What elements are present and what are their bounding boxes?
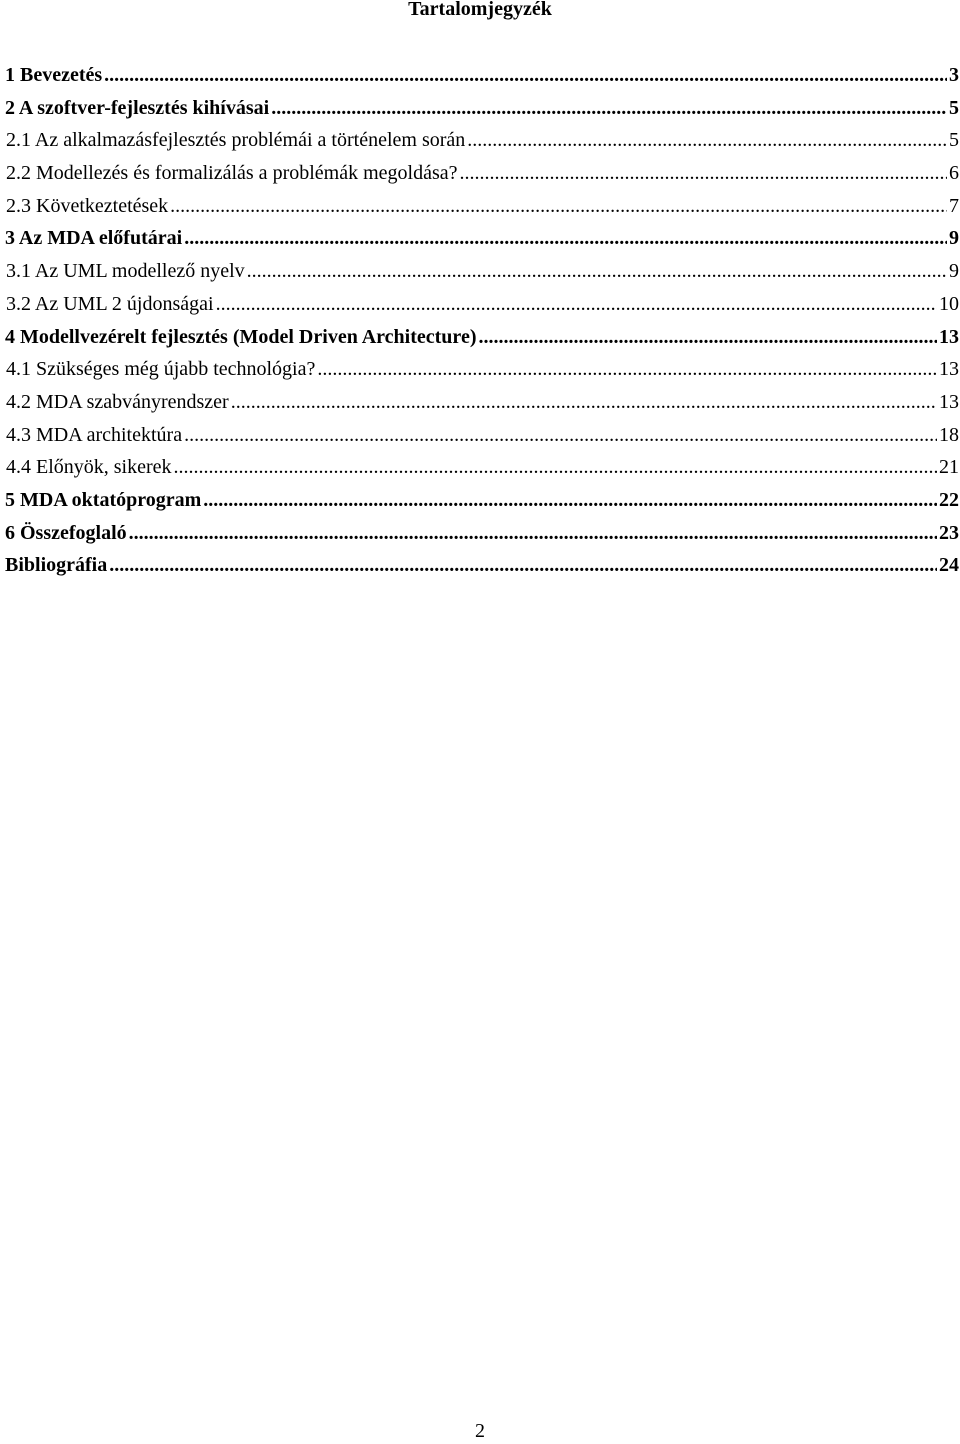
toc-entry-4-1[interactable] xyxy=(0,356,960,389)
toc-entry-label: 2.1 Az alkalmazásfejlesztés problémái a történelem során xyxy=(6,129,466,152)
toc-entry-page: 10 xyxy=(939,292,959,315)
toc-entry-page: 21 xyxy=(939,456,959,479)
toc-entry-label: 4 Modellvezérelt fejlesztés (Model Driven Architecture) xyxy=(5,325,477,348)
toc-entry-label: 6 Összefoglaló xyxy=(5,521,127,544)
dot-leader xyxy=(109,552,937,578)
toc-entry-2-2[interactable] xyxy=(0,160,960,193)
dot-leader xyxy=(317,356,937,382)
toc-entry-page: 23 xyxy=(939,521,959,544)
toc-entry-modellvezerelt[interactable] xyxy=(0,324,960,357)
toc-entry-page: 24 xyxy=(939,554,959,577)
toc-entry-label: 2.3 Következtetések xyxy=(6,194,169,217)
toc-entry-label: 4.4 Előnyök, sikerek xyxy=(6,456,172,479)
toc-entry-label: 2 A szoftver-fejlesztés kihívásai xyxy=(5,96,270,119)
dot-leader xyxy=(174,454,937,480)
toc-entry-label: Bibliográfia xyxy=(5,554,108,577)
toc-entry-label: 1 Bevezetés xyxy=(5,64,103,86)
dot-leader xyxy=(467,127,947,153)
page-number: 2 xyxy=(475,1420,485,1442)
dot-leader xyxy=(170,193,947,219)
toc-entry-label: 2.2 Modellezés és formalizálás a problémák megoldása? xyxy=(6,162,458,185)
dot-leader xyxy=(184,422,937,448)
toc-entry-szoftver-fejlesztes[interactable] xyxy=(0,95,960,128)
toc-entry-osszefoglalo[interactable] xyxy=(0,520,960,553)
toc-entry-2-3[interactable] xyxy=(0,193,960,226)
toc-entry-page: 7 xyxy=(949,194,959,217)
toc-entry-label: 4.2 MDA szabványrendszer xyxy=(6,390,229,413)
toc-entry-page: 5 xyxy=(949,96,959,119)
toc-entry-2-1[interactable] xyxy=(0,127,960,160)
toc-entry-mda-elofutarai[interactable] xyxy=(0,225,960,258)
toc-entry-3-2[interactable] xyxy=(0,291,960,324)
toc-entry-page: 13 xyxy=(939,325,959,348)
toc-entry-label: 5 MDA oktatóprogram xyxy=(5,488,202,511)
toc-entry-page: 6 xyxy=(949,162,959,185)
toc-entry-label: 4.1 Szükséges még újabb technológia? xyxy=(6,358,316,381)
toc-entry-label: 3.2 Az UML 2 újdonságai xyxy=(6,292,214,315)
toc-entry-mda-oktatoprogram[interactable] xyxy=(0,487,960,520)
dot-leader xyxy=(231,389,937,415)
toc-heading: Tartalomjegyzék xyxy=(408,0,552,20)
dot-leader xyxy=(271,95,947,121)
toc-entry-4-3[interactable] xyxy=(0,422,960,455)
toc-entry-page: 3 xyxy=(949,64,959,86)
toc-entry-page: 9 xyxy=(949,260,959,283)
toc-entry-page: 9 xyxy=(949,227,959,250)
dot-leader xyxy=(104,62,947,88)
toc-entry-label: 3 Az MDA előfutárai xyxy=(5,227,183,250)
dot-leader xyxy=(184,225,947,251)
dot-leader xyxy=(129,520,937,546)
toc-entry-4-4[interactable] xyxy=(0,454,960,487)
dot-leader xyxy=(216,291,937,317)
dot-leader xyxy=(478,324,937,350)
dot-leader xyxy=(203,487,937,513)
toc-entry-label: 3.1 Az UML modellező nyelv xyxy=(6,260,245,283)
toc-entry-page: 5 xyxy=(949,129,959,152)
toc-entry-4-2[interactable] xyxy=(0,389,960,422)
toc-entry-bevezetes[interactable] xyxy=(0,62,960,95)
toc-entry-bibliografia[interactable] xyxy=(0,552,960,585)
toc-entry-page: 13 xyxy=(939,358,959,381)
toc-entry-3-1[interactable] xyxy=(0,258,960,291)
toc-entry-page: 13 xyxy=(939,390,959,413)
dot-leader xyxy=(247,258,947,284)
toc-entry-page: 22 xyxy=(939,488,959,511)
dot-leader xyxy=(460,160,948,186)
toc-list xyxy=(0,62,960,585)
toc-entry-label: 4.3 MDA architektúra xyxy=(6,423,183,446)
toc-entry-page: 18 xyxy=(939,423,959,446)
